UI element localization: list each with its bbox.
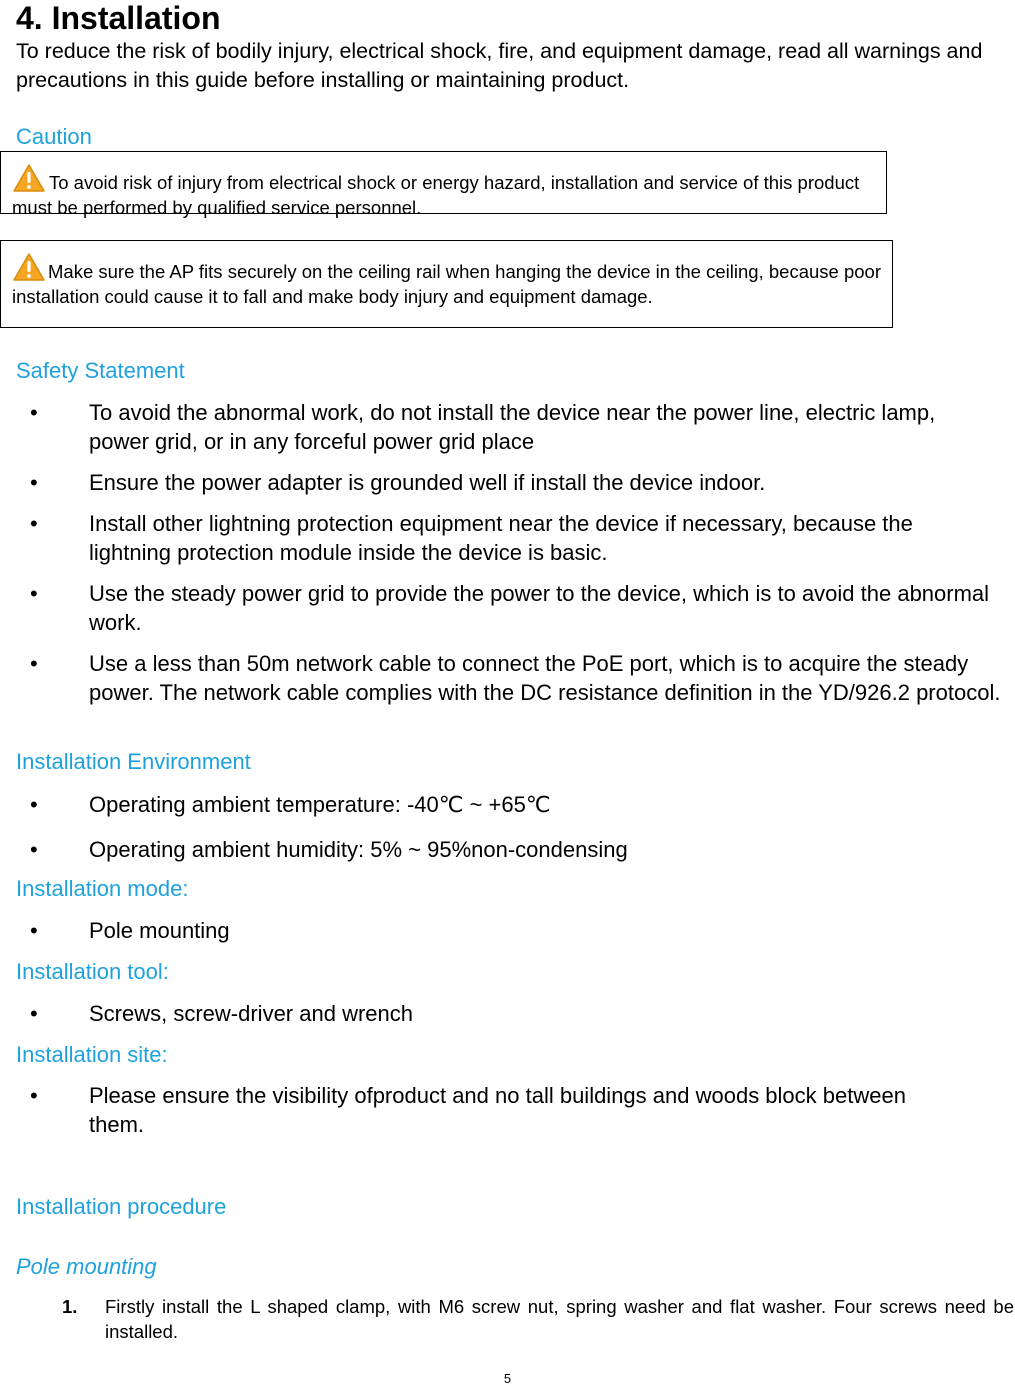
caution-box-electrical-text: To avoid risk of injury from electrical shock or energy hazard, installation and service of this product must be performed by qualified service personnel. <box>12 172 860 218</box>
tool-item: Screws, screw-driver and wrench <box>89 1001 413 1026</box>
environment-item-temperature: Operating ambient temperature: -40℃ ~ +65℃ <box>89 792 551 817</box>
bullet: • <box>30 918 38 943</box>
safety-item-3: Install other lightning protection equipment near the device if necessary, because the lightning protection module inside the device is basic. <box>89 511 913 565</box>
step-text: Firstly install the L shaped clamp, with M6 screw nut, spring washer and flat washer. Four screws need be installed. <box>105 1296 1014 1342</box>
installation-site-title: Installation site: <box>16 1042 168 1067</box>
bullet: • <box>30 792 38 817</box>
caution-box-mounting-text: Make sure the AP fits securely on the ceiling rail when hanging the device in the ceiling, because poor installation could cause it to fall and make body injury and equipment damage. <box>12 261 881 307</box>
bullet: • <box>30 581 38 606</box>
bullet: • <box>30 651 38 676</box>
bullet: • <box>30 511 38 536</box>
safety-item-2: Ensure the power adapter is grounded well if install the device indoor. <box>89 470 766 495</box>
installation-tool-title: Installation tool: <box>16 959 169 984</box>
caution-title: Caution <box>16 124 92 149</box>
installation-environment-title: Installation Environment <box>16 749 251 774</box>
warning-icon <box>12 163 46 193</box>
bullet: • <box>30 837 38 862</box>
step-number: 1. <box>62 1296 78 1317</box>
page-heading: 4. Installation <box>16 0 221 36</box>
warning-icon <box>12 252 46 282</box>
safety-item-4: Use the steady power grid to provide the power to the device, which is to avoid the abnormal work. <box>89 581 990 635</box>
bullet: • <box>30 1001 38 1026</box>
safety-item-1: To avoid the abnormal work, do not install the device near the power line, electric lamp, power grid, or in any forceful power grid place <box>89 400 936 454</box>
bullet: • <box>30 470 38 495</box>
installation-mode-title: Installation mode: <box>16 876 189 901</box>
safety-item-5: Use a less than 50m network cable to connect the PoE port, which is to acquire the steady power. The network cable complies with the DC resistance definition in the YD/926.2 protocol. <box>89 651 1001 705</box>
pole-mounting-subtitle: Pole mounting <box>16 1254 157 1279</box>
caution-box-mounting <box>0 240 893 328</box>
safety-statement-title: Safety Statement <box>16 358 185 383</box>
caution-box-electrical <box>0 151 887 218</box>
page-number: 5 <box>503 1371 512 1386</box>
intro-paragraph: To reduce the risk of bodily injury, electrical shock, fire, and equipment damage, read all warnings and precautions in this guide before installing or maintaining product. <box>16 39 983 92</box>
bullet: • <box>30 400 38 425</box>
site-item: Please ensure the visibility ofproduct and no tall buildings and woods block between them. <box>89 1083 906 1137</box>
environment-item-humidity: Operating ambient humidity: 5% ~ 95%non-condensing <box>89 837 628 862</box>
installation-procedure-title: Installation procedure <box>16 1194 227 1219</box>
bullet: • <box>30 1083 38 1108</box>
mode-item: Pole mounting <box>89 918 230 943</box>
